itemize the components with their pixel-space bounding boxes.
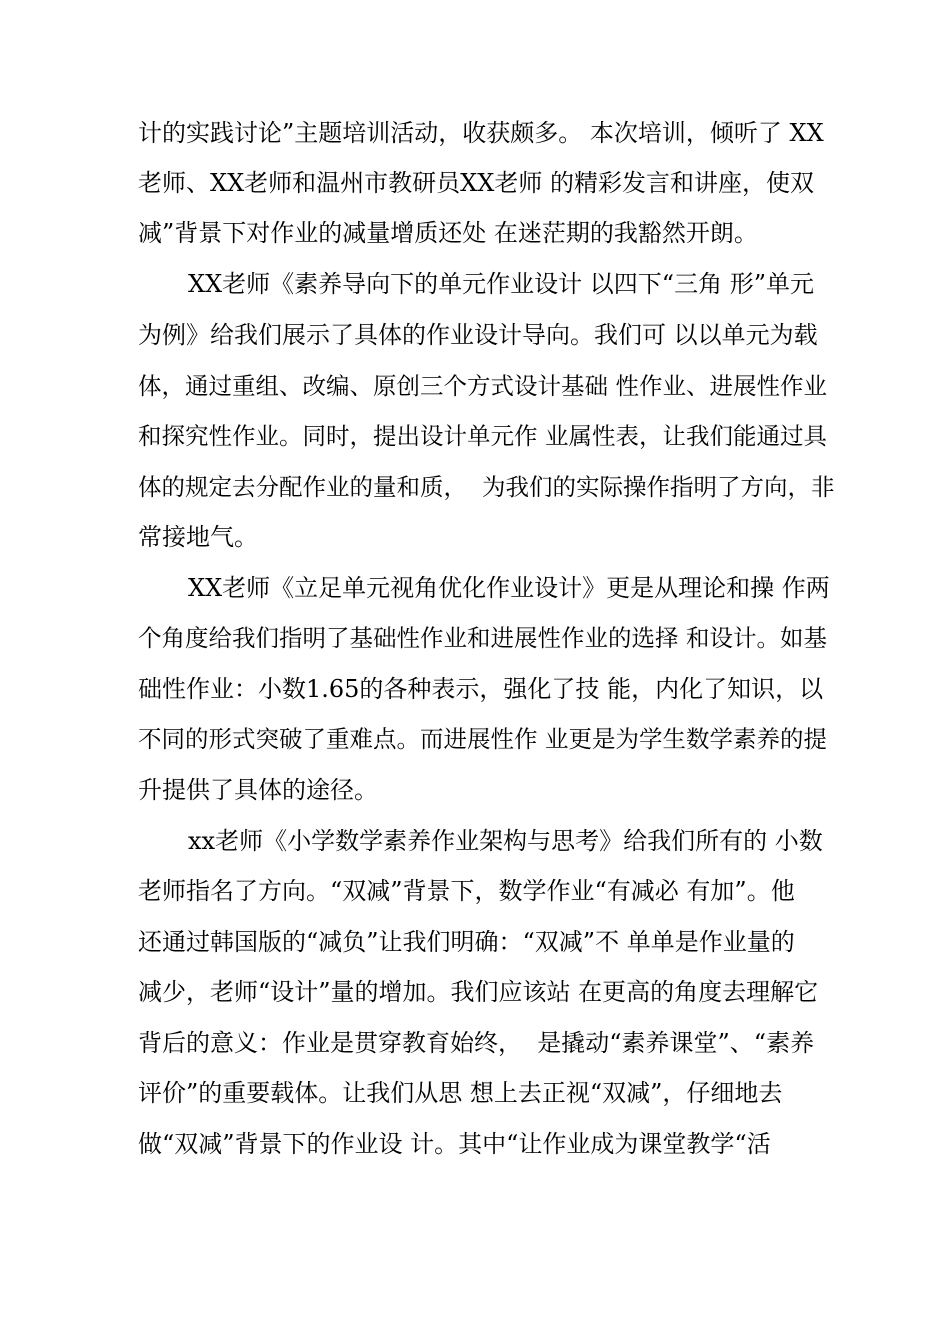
text-line-18: 减少，老师“设计”量的增加。我们应该站 在更高的角度去理解它 xyxy=(138,978,819,1006)
text-line-13: 不同的形式突破了重难点。而进展性作 业更是为学生数学素养的提 xyxy=(138,725,827,753)
text-line-3: 减”背景下对作业的减量增质还处 在迷茫期的我豁然开朗。 xyxy=(138,219,758,247)
text-line-16: 老师指名了方向。“双减”背景下，数学作业“有减必 有加”。他 xyxy=(138,877,795,905)
text-line-20: 评价”的重要载体。让我们从思 想上去正视“双减”，仔细地去 xyxy=(138,1079,783,1107)
text-line-21: 做“双减”背景下的作业设 计。其中“让作业成为课堂教学“活 xyxy=(138,1130,771,1158)
text-line-7: 和探究性作业。同时，提出设计单元作 业属性表，让我们能通过具 xyxy=(138,422,827,450)
text-line-5: 为例》给我们展示了具体的作业设计导向。我们可 以以单元为载 xyxy=(138,321,818,349)
text-line-19: 背后的意义：作业是贯穿教育始终， 是撬动“素养课堂”、“素养 xyxy=(138,1029,815,1057)
text-line-8: 体的规定去分配作业的量和质， 为我们的实际操作指明了方向，非 xyxy=(138,473,835,501)
text-line-12: 础性作业：小数1.65的各种表示，强化了技 能，内化了知识，以 xyxy=(138,675,824,703)
text-line-17: 还通过韩国版的“减负”让我们明确：“双减”不 单单是作业量的 xyxy=(138,928,795,956)
text-line-14: 升提供了具体的途径。 xyxy=(138,776,378,804)
text-line-9: 常接地气。 xyxy=(138,523,258,551)
paragraph-2-line-1: XX老师《素养导向下的单元作业设计 以四下“三角 形”单元 xyxy=(188,270,814,298)
paragraph-4-line-1: xx老师《小学数学素养作业架构与思考》给我们所有的 小数 xyxy=(188,827,823,855)
text-line-6: 体，通过重组、改编、原创三个方式设计基础 性作业、进展性作业 xyxy=(138,372,827,400)
text-line-1: 计的实践讨论”主题培训活动，收获颇多。 本次培训，倾听了 XX xyxy=(138,119,824,147)
text-line-2: 老师、XX老师和温州市教研员XX老师 的精彩发言和讲座，使双 xyxy=(138,169,814,197)
text-line-11: 个角度给我们指明了基础性作业和进展性作业的选择 和设计。如基 xyxy=(138,624,827,652)
paragraph-3-line-1: XX老师《立足单元视角优化作业设计》更是从理论和操 作两 xyxy=(188,574,830,602)
